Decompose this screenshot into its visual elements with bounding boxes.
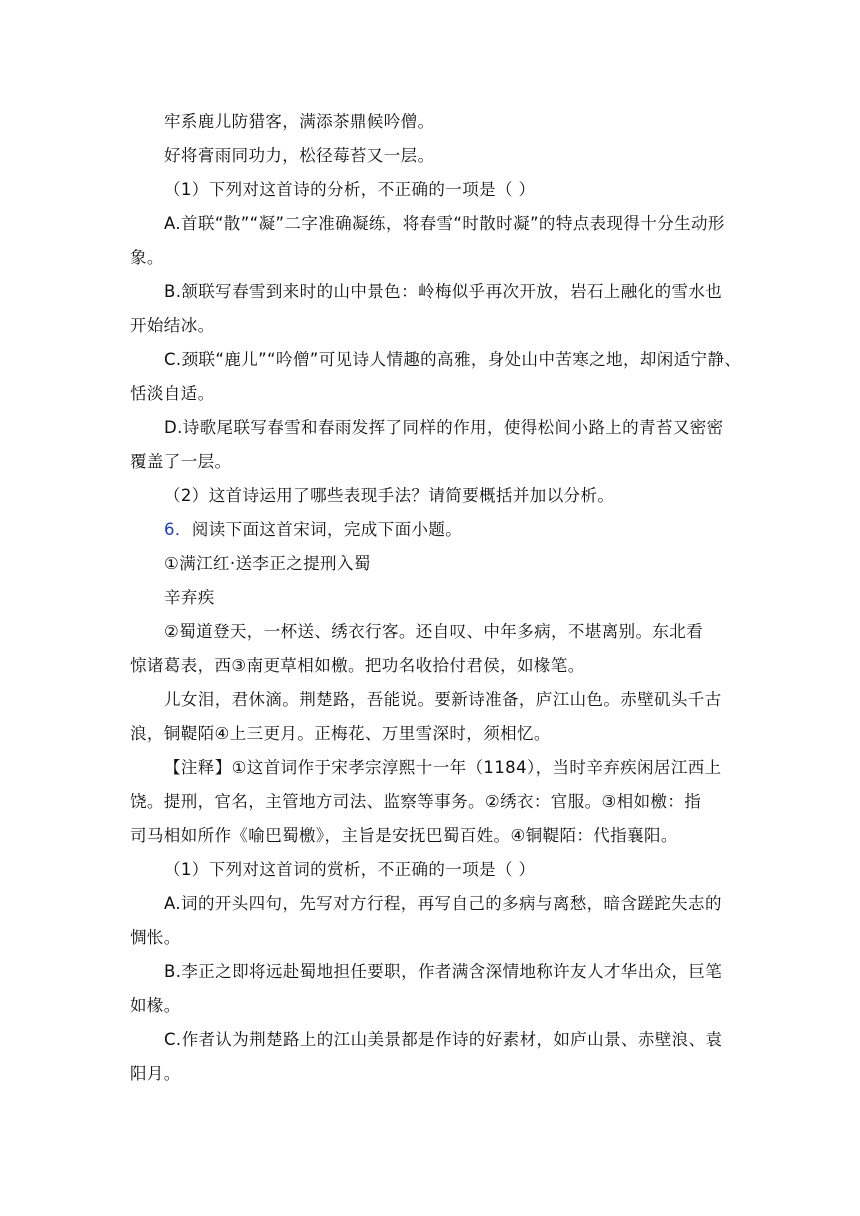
text-line: B.李正之即将远赴蜀地担任要职，作者满含深情地称许友人才华出众，巨笔 — [164, 962, 723, 981]
text-line: 惊诸葛表，西③南更草相如檄。把功名收拾付君侯，如椽笔。 — [130, 656, 585, 675]
annotation-line: 司马相如所作《喻巴蜀檄》，主旨是安抚巴蜀百姓。④铜鞮陌：代指襄阳。 — [130, 826, 678, 845]
text-line: A.首联“散”“凝”二字准确凝练，将春雪“时散时凝”的特点表现得十分生动形 — [164, 214, 725, 233]
question-number: 6． — [164, 520, 192, 539]
annotation-line: 饶。提刑，官名，主管地方司法、监察等事务。②绣衣：官服。③相如檄：指 — [130, 792, 702, 811]
text-line: D.诗歌尾联写春雪和春雨发挥了同样的作用，使得松间小路上的青苔又密密 — [164, 418, 724, 437]
text-line: 阳月。 — [130, 1064, 181, 1083]
text-line: 象。 — [130, 248, 164, 267]
question-heading — [164, 519, 462, 541]
text-line: （1）下列对这首诗的分析，不正确的一项是（ ） — [164, 180, 536, 199]
text-line: C.作者认为荆楚路上的江山美景都是作诗的好素材，如庐山景、赤壁浪、袁 — [164, 1030, 723, 1049]
text-line: 惆怅。 — [130, 928, 181, 947]
text-line: 浪，铜鞮陌④上三更月。正梅花、万里雪深时，须相忆。 — [130, 724, 551, 743]
text-line: ②蜀道登天，一杯送、绣衣行客。还自叹、中年多病，不堪离别。东北看 — [164, 622, 704, 641]
annotation-line: 【注释】①这首词作于宋孝宗淳熙十一年（1184），当时辛弃疾闲居江西上 — [164, 758, 722, 777]
text-line: 牢系鹿儿防猎客，满添茶鼎候吟僧。 — [164, 112, 435, 131]
text-line: 儿女泪，君休滴。荆楚路，吾能说。要新诗准备，庐江山色。赤壁矶头千古 — [164, 690, 722, 709]
text-line: 覆盖了一层。 — [130, 452, 232, 471]
text-line: B.颔联写春雪到来时的山中景色：岭梅似乎再次开放，岩石上融化的雪水也 — [164, 282, 723, 301]
poem-author: 辛弃疾 — [164, 588, 215, 607]
text-line: 如椽。 — [130, 996, 181, 1015]
text-line: C.颈联“鹿儿”“吟僧”可见诗人情趣的高雅，身处山中苦寒之地，却闲适宁静、 — [164, 350, 742, 369]
question-text: 阅读下面这首宋词，完成下面小题。 — [191, 520, 463, 539]
text-line: （1）下列对这首词的赏析，不正确的一项是（ ） — [164, 860, 536, 879]
text-line: 开始结冰。 — [130, 316, 215, 335]
poem-title: ①满江红·送李正之提刑入蜀 — [164, 554, 371, 573]
text-line: 好将膏雨同功力，松径莓苔又一层。 — [164, 146, 435, 165]
text-line: A.词的开头四句，先写对方行程，再写自己的多病与离愁，暗含蹉跎失志的 — [164, 894, 722, 913]
text-line: 恬淡自适。 — [130, 384, 215, 403]
text-line: （2）这首诗运用了哪些表现手法？请简要概括并加以分析。 — [164, 486, 615, 505]
